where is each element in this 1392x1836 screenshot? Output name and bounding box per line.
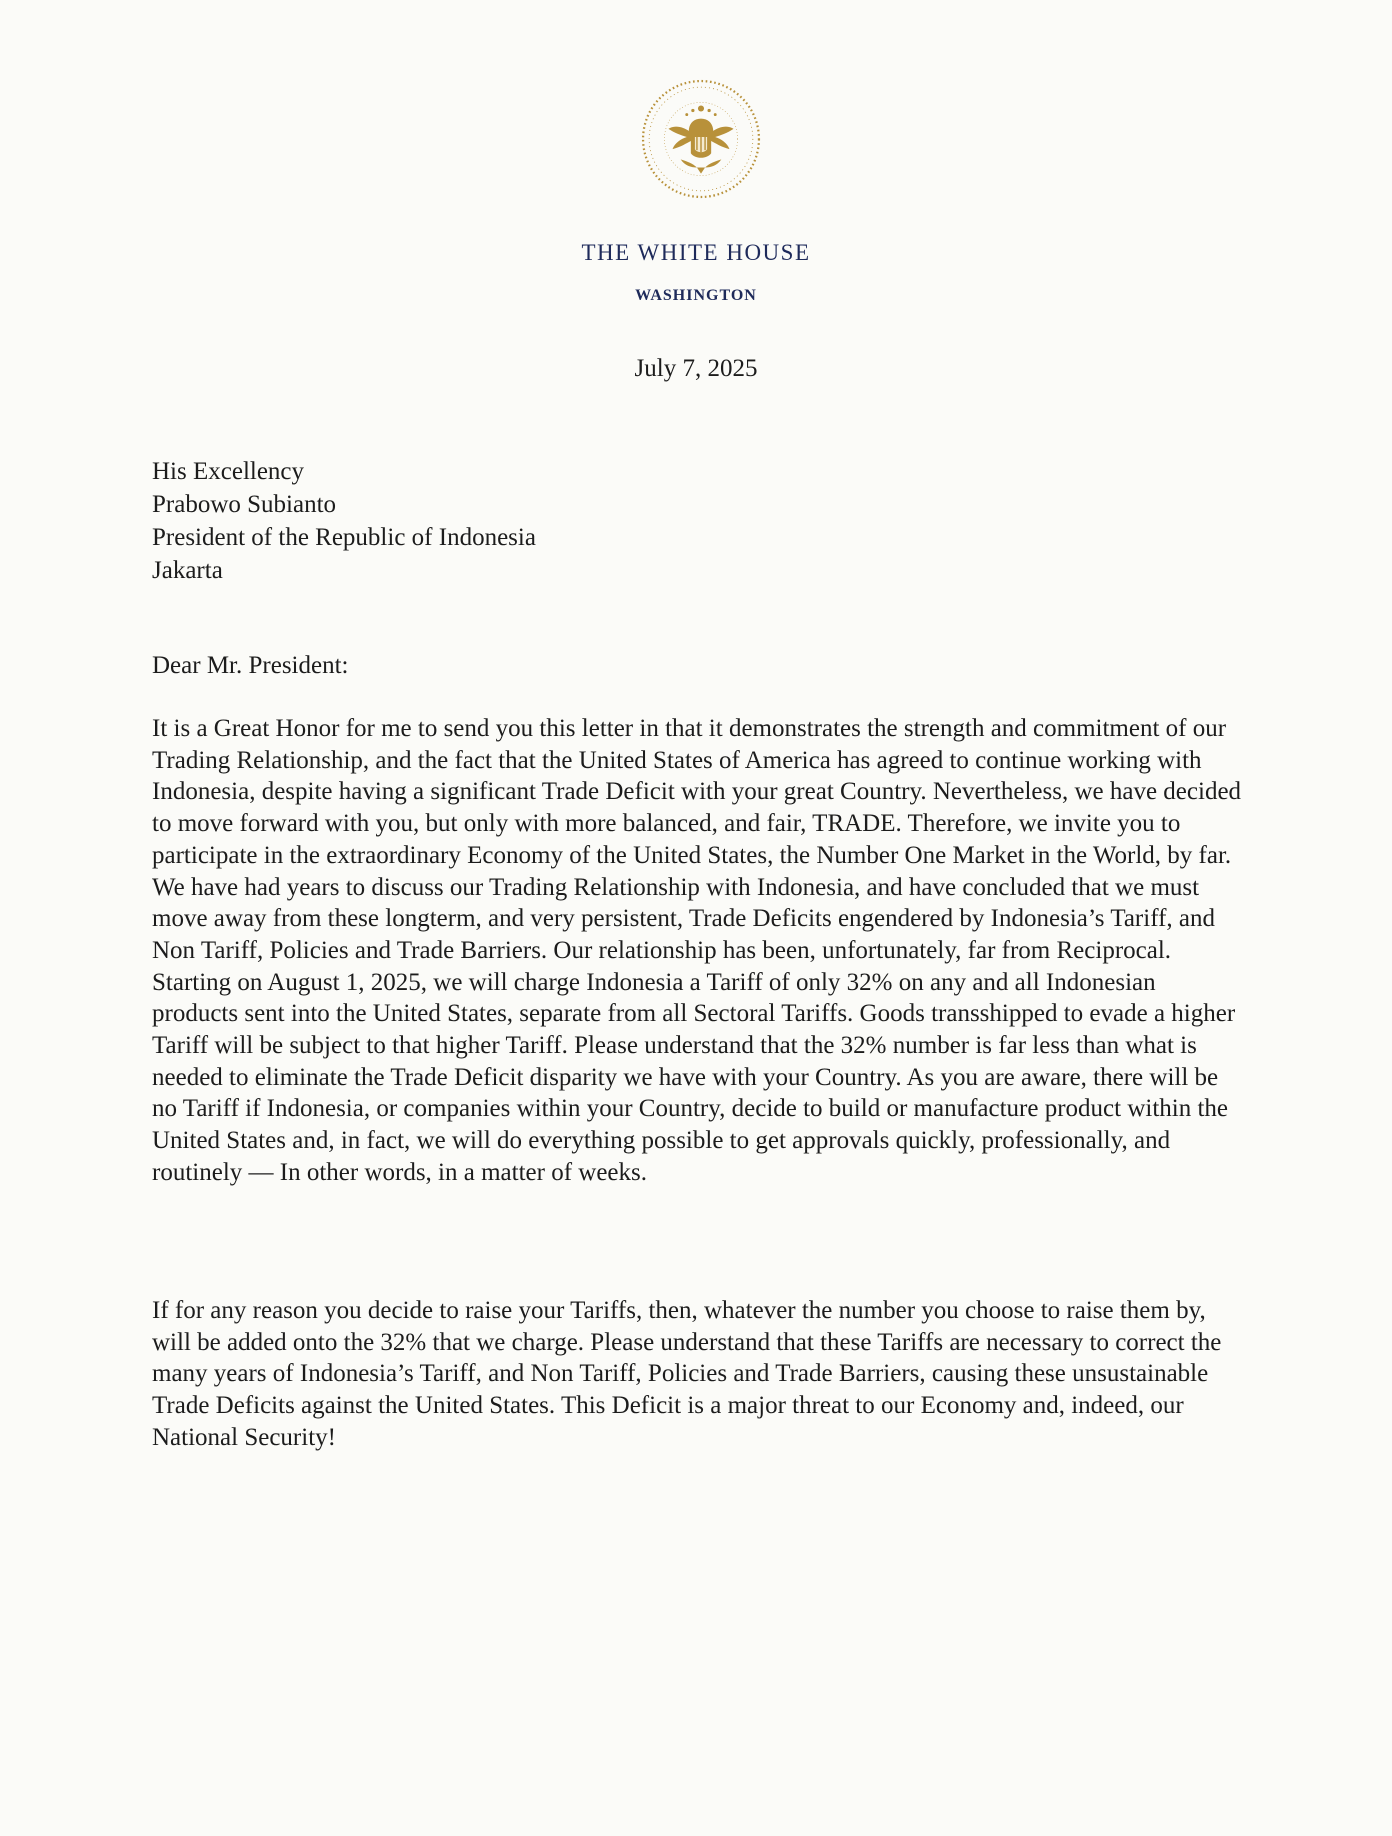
recipient-honorific: His Excellency <box>152 458 305 485</box>
salutation: Dear Mr. President: <box>152 652 349 679</box>
recipient-address <box>152 455 536 587</box>
presidential-seal-icon <box>640 78 762 200</box>
letterhead-title: THE WHITE HOUSE <box>581 240 811 265</box>
body-paragraph-1: It is a Great Honor for me to send you this letter in that it demonstrates the strength and commitment of our Trading Relationship, and the fact that the United States of America has agreed to continue working with Indonesia, despite having a significant Trade Deficit with your great Country. Nevertheless, we have decided to move forward with you, but only with more balanced, and fair, TRADE. Therefore, we invite you to participate in the extraordinary Economy of the United States, the Number One Market in the World, by far. We have had years to discuss our Trading Relationship with Indonesia, and have concluded that we must move away from these longterm, and very persistent, Trade Deficits engendered by Indonesia’s Tariff, and Non Tariff, Policies and Trade Barriers. Our relationship has been, unfortunately, far from Reciprocal. Starting on August 1, 2025, we will charge Indonesia a Tariff of only 32% on any and all Indonesian products sent into the United States, separate from all Sectoral Tariffs. Goods transshipped to evade a higher Tariff will be subject to that higher Tariff. Please understand that the 32% number is far less than what is needed to eliminate the Trade Deficit disparity we have with your Country. As you are aware, there will be no Tariff if Indonesia, or companies within your Country, decide to build or manufacture product within the United States and, in fact, we will do everything possible to get approvals quickly, professionally, and routinely — In other words, in a matter of weeks. <box>152 715 1242 1186</box>
body-paragraph-2: If for any reason you decide to raise your Tariffs, then, whatever the number you choose to raise them by, will be added onto the 32% that we charge. Please understand that these Tariffs are necessary to correct the many years of Indonesia’s Tariff, and Non Tariff, Policies and Trade Barriers, causing these unsustainable Trade Deficits against the United States. This Deficit is a major threat to our Economy and, indeed, our National Security! <box>152 1297 1222 1451</box>
letterhead-location: WASHINGTON <box>635 287 757 304</box>
recipient-city: Jakarta <box>152 557 223 584</box>
letter-date: July 7, 2025 <box>634 355 758 382</box>
recipient-title: President of the Republic of Indonesia <box>152 524 536 551</box>
recipient-name: Prabowo Subianto <box>152 491 337 518</box>
